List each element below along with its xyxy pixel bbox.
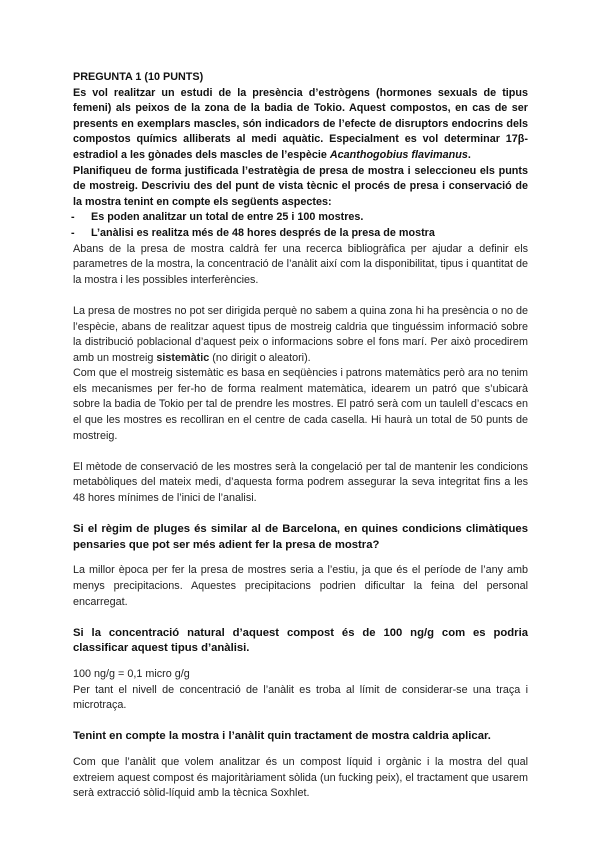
answer-paragraph: Per tant el nivell de concentració de l’anàlit es troba al límit de considerar-se una traça i microtraça.: [73, 683, 528, 712]
answer-paragraph: El mètode de conservació de les mostres serà la congelació per tal de mantenir les condicions metabòliques del mateix medi, d’aquesta forma podrem assegurar la seva integritat fins a les 48 hores mínimes de l’inici de l’analisi.: [73, 460, 528, 505]
answer-paragraph: Com que l’anàlit que volem analitzar és un compost líquid i orgànic i la mostra del qual extreiem aquest compost és majoritàriament sòlida (un fucking peix), el tractament que usarem serà extracció sòlid-líquid amb la tècnica Soxhlet.: [73, 755, 528, 800]
document-page: [73, 70, 528, 802]
bullet-dash: -: [71, 211, 75, 224]
answer-line: 100 ng/g = 0,1 micro g/g: [73, 667, 190, 680]
list-item-text: L’anàlisi es realitza més de 48 hores després de la presa de mostra: [91, 226, 435, 239]
intro-text: Es vol realitzar un estudi de la presència d’estrògens (hormones sexuals de tipus femeni) als peixos de la zona de la badia de Tokio. Aquest compostos, en cas de ser presents en exemplars mascles, són indicadors de l’efecte de disruptors endocrins dels compostos químics alliberats al medi aquàtic. Especialment es vol determinar 17β-estradiol a les gònades dels mascles de l’espècie: [73, 86, 528, 161]
aspects-list: [73, 210, 528, 241]
question-title: Tenint en compte la mostra i l’anàlit quin tractament de mostra caldria aplicar.: [73, 730, 491, 743]
question-intro: [73, 86, 528, 164]
emphasis-text: sistemàtic: [156, 351, 210, 364]
list-item: [73, 210, 528, 226]
answer-text: La presa de mostres no pot ser dirigida perquè no sabem a quina zona hi ha presència o no de l’espècie, abans de realitzar aquest tipus de mostreig caldria que tinguéssim informació sobre la distribució poblacional d’aquest peix o informacions sobre el fons marí. Per això procedirem amb un mostreig: [73, 304, 528, 364]
list-item-text: Es poden analitzar un total de entre 25 i 100 mostres.: [91, 211, 364, 224]
intro-end: .: [467, 148, 471, 161]
answer-paragraph: [73, 304, 528, 366]
species-name: Acanthogobius flavimanus: [329, 148, 468, 161]
answer-paragraph: Abans de la presa de mostra caldrà fer una recerca bibliogràfica per ajudar a definir els parametres de la mostra, la concentració de l’anàlit així com la disponibilitat, tipus i quantitat de la mostra i les possibles interferències.: [73, 242, 528, 286]
question-task: Planifiqueu de forma justificada l’estratègia de presa de mostra i seleccioneu els punts de mostreig. Descriviu des del punt de vista tècnic el procés de presa i conservació de la mostra tenint en compte els següents aspectes:: [73, 164, 528, 208]
question-title: Si la concentració natural d’aquest compost és de 100 ng/g com es podria classificar aquest tipus d’anàlisi.: [73, 626, 528, 655]
bullet-dash: -: [71, 226, 75, 239]
question-heading: PREGUNTA 1 (10 PUNTS): [73, 71, 204, 83]
list-item: [73, 226, 528, 242]
question-title: Si el règim de pluges és similar al de Barcelona, en quines condicions climàtiques pensaries que pot ser més adient fer la presa de mostra?: [73, 523, 528, 551]
answer-text: (no dirigit o aleatori).: [209, 351, 311, 364]
answer-paragraph: La millor època per fer la presa de mostres seria a l’estiu, ja que és el període de l’any amb menys precipitacions. Aquestes precipitacions podrien dificultar la feina del personal encarregat.: [73, 564, 528, 608]
answer-paragraph: Com que el mostreig sistemàtic es basa en seqüències i patrons matemàtics però ara no tenim els mecanismes per fer-ho de forma realment matemàtica, idearem un patró que s’ubicarà sobre la badia de Tokio per tal de prendre les mostres. El patró serà com un taulell d’escacs en el que les mostres es recolliran en el centre de cada casella. Hi haurà un total de 50 punts de mostreig.: [73, 367, 528, 442]
